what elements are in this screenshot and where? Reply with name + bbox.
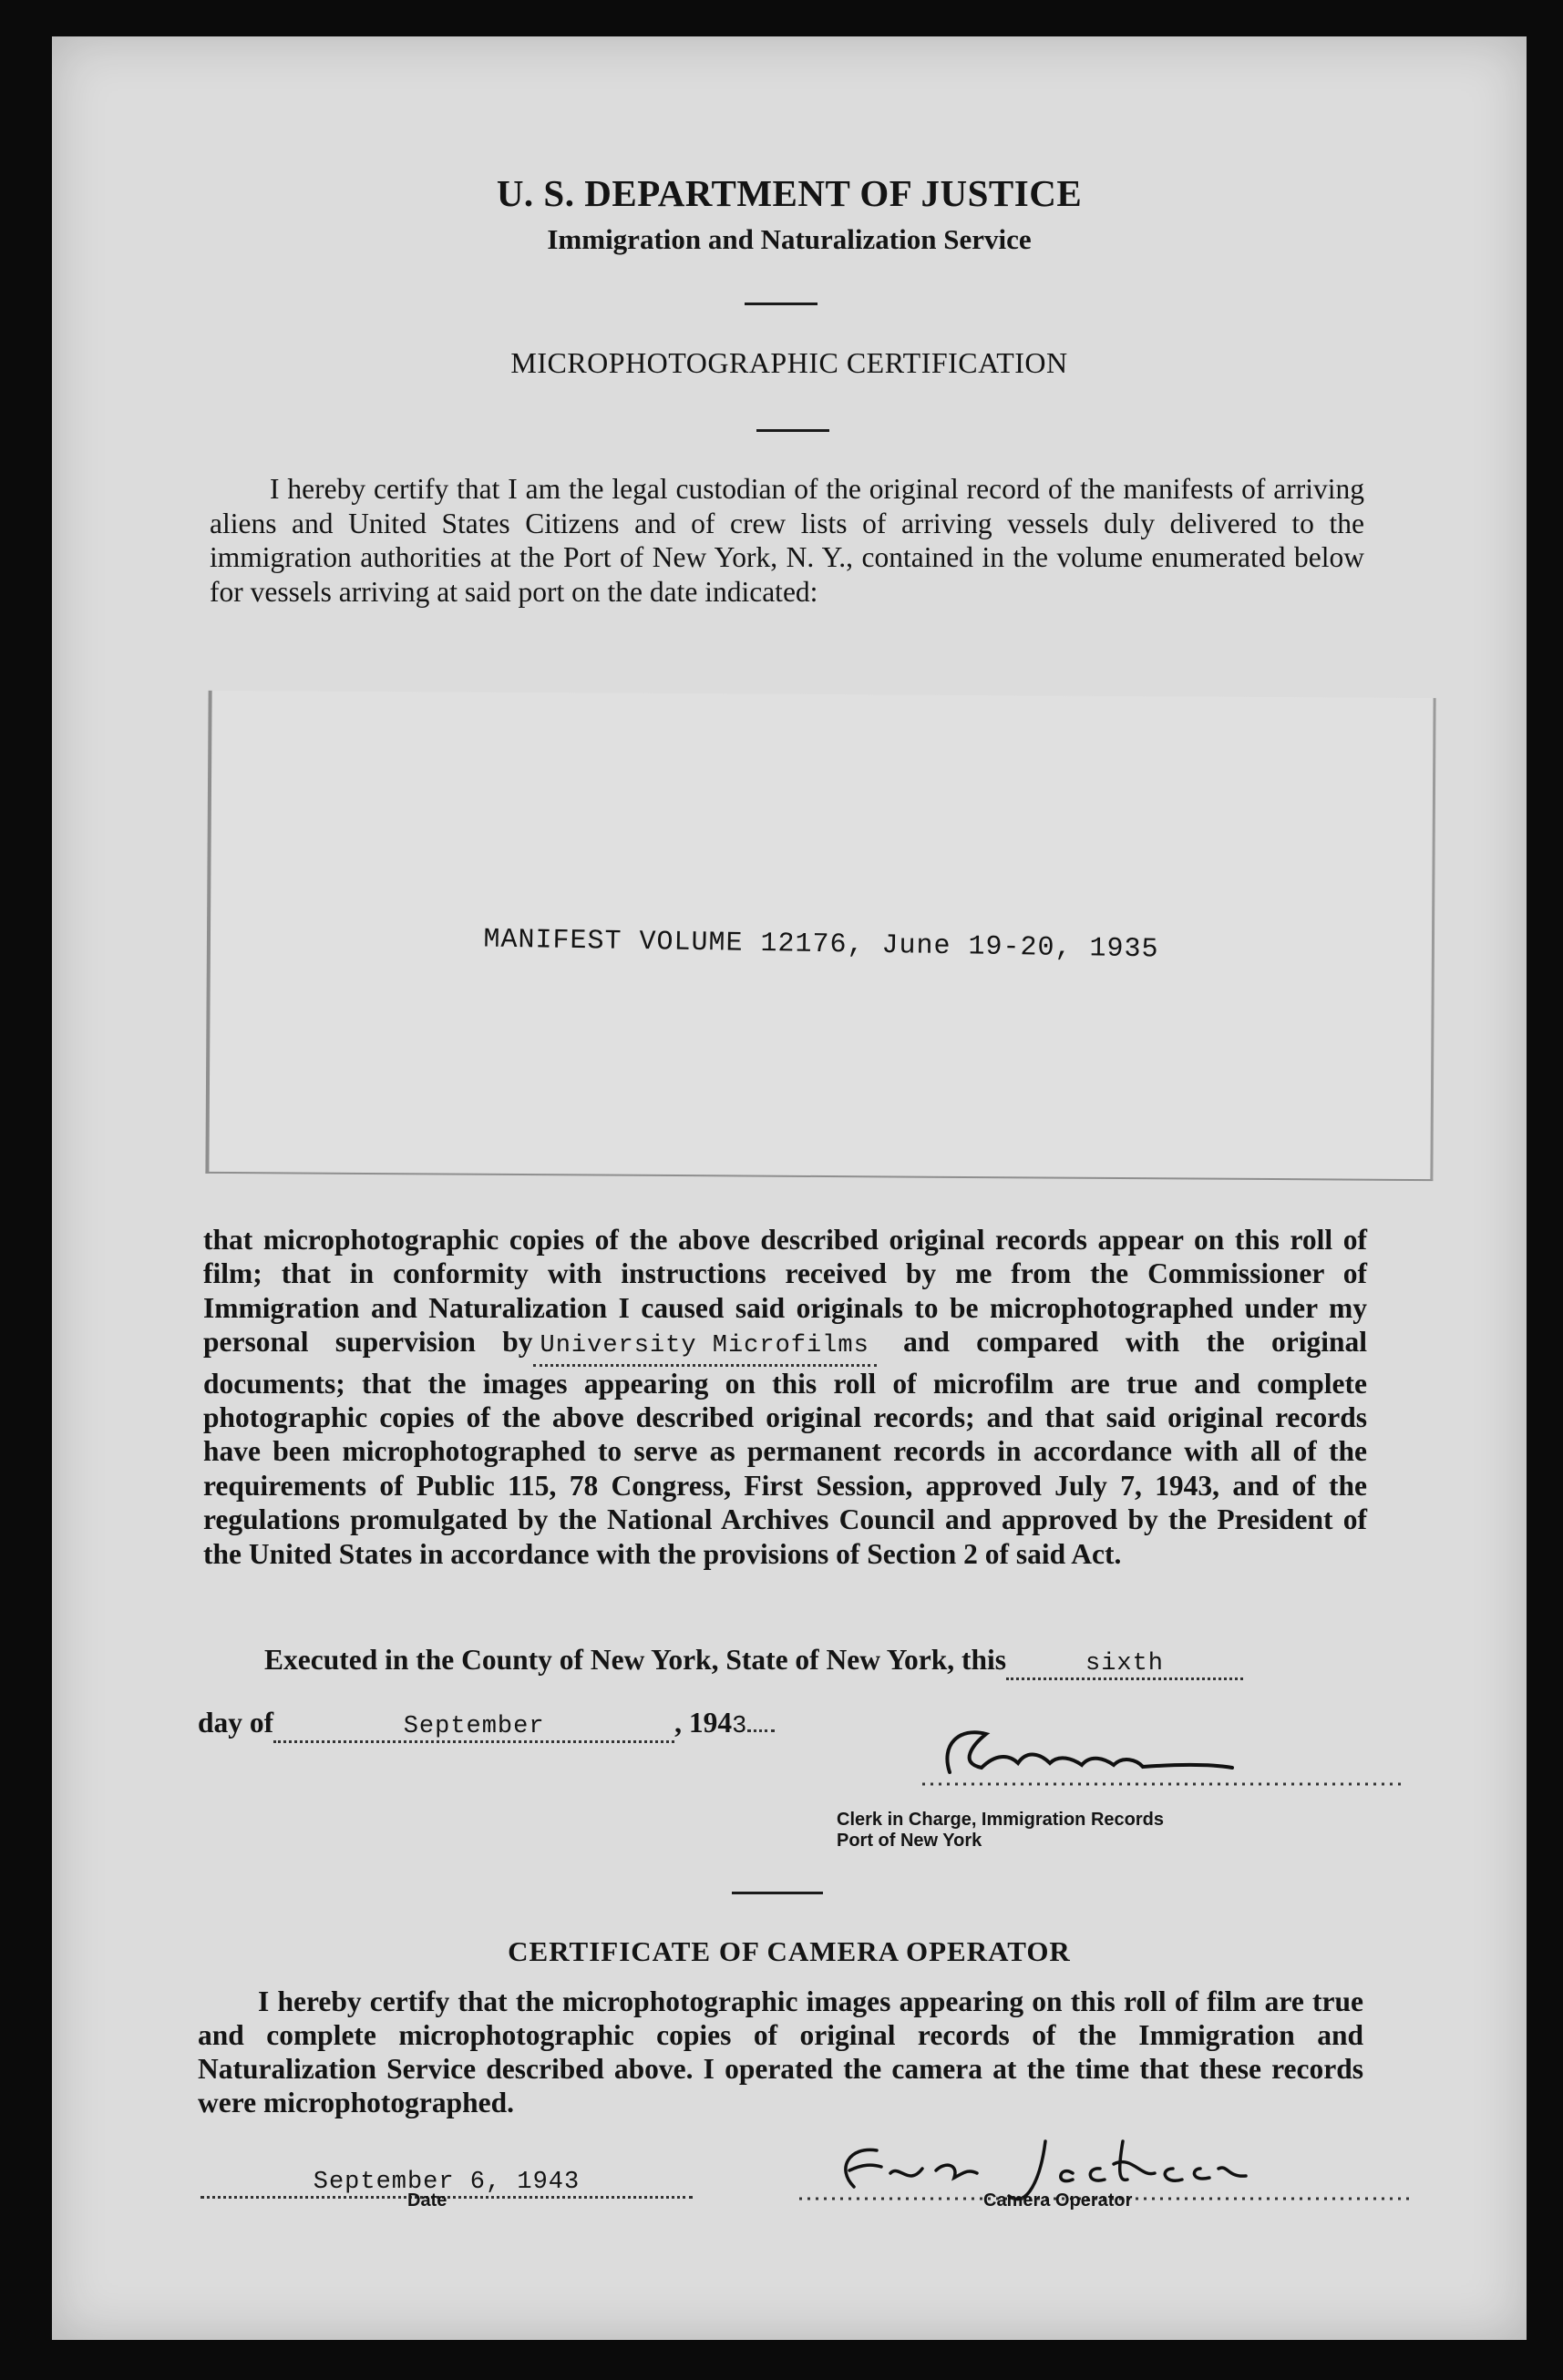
divider-rule <box>756 429 829 432</box>
document-page <box>52 36 1527 2340</box>
year-value: 3 <box>732 1713 748 1740</box>
certification-body-text: that microphotographic copies of the above described original records appear on this roll of film; that in conformity with instructions received by me from the Commissioner of Immigration and Naturalization I caused said originals to be microphotographed under my personal supervision by <box>203 1224 1367 1359</box>
service-subheading: Immigration and Naturalization Service <box>547 223 1032 255</box>
day-value: sixth <box>1085 1650 1165 1677</box>
certification-intro: I hereby certify that I am the legal custodian of the original record of the manifests of arriving aliens and United States Citizens and of crew lists of arriving vessels duly delivered to the immigration authorities at the Port of New York, N. Y., contained in the volume enumerated below for vessels arriving at said port on the date indicated: <box>210 473 1364 608</box>
execution-prefix: Executed in the County of New York, State of New York, this <box>264 1644 1007 1676</box>
month-value: September <box>403 1713 545 1740</box>
camera-operator-text: I hereby certify that the microphotographic images appearing on this roll of film are true and complete microphotographic copies of original records of the Immigration and Naturalization Service described above. I operated the camera at the time that these records were microphotographed. <box>198 1985 1363 2118</box>
clerk-title <box>837 1810 1164 1852</box>
month-line <box>198 1707 775 1743</box>
department-heading: U. S. DEPARTMENT OF JUSTICE <box>496 172 1083 214</box>
certification-body-text: and compared with the original documents; that the images appearing on this roll of microfilm are true and complete photographic copies of the above described original records; and that said original records have been microphotographed to serve as permanent records in accordance with all of the requirements of Public 115, 78 Congress, First Session, approved July 7, 1943, and of the regulations promulgated by the National Archives Council and approved by the President of the United States in accordance with the provisions of Section 2 of said Act. <box>203 1326 1368 1570</box>
operator-date-label: Date <box>407 2190 447 2211</box>
clerk-signature <box>904 1718 1414 1790</box>
day-fill-line <box>1006 1644 1243 1680</box>
operator-date-value: September 6, 1943 <box>313 2169 581 2196</box>
year-prefix: , 194 <box>674 1707 733 1739</box>
manifest-volume-card <box>205 691 1435 1181</box>
day-of-label: day of <box>198 1707 274 1739</box>
certification-body <box>203 1223 1367 1571</box>
supervisor-name: University Microfilms <box>540 1332 869 1360</box>
divider-rule <box>732 1892 823 1894</box>
camera-operator-label: Camera Operator <box>983 2190 1133 2211</box>
month-fill-line <box>273 1707 674 1743</box>
year-dots <box>747 1729 775 1732</box>
camera-operator-title: CERTIFICATE OF CAMERA OPERATOR <box>508 1935 1071 1967</box>
divider-rule <box>745 303 817 305</box>
certification-title: MICROPHOTOGRAPHIC CERTIFICATION <box>510 346 1068 379</box>
clerk-title-line2: Port of New York <box>837 1831 982 1851</box>
manifest-volume-text: MANIFEST VOLUME 12176, June 19-20, 1935 <box>483 924 1159 966</box>
execution-line <box>264 1644 1243 1680</box>
supervisor-fill-line <box>533 1325 877 1366</box>
clerk-title-line1: Clerk in Charge, Immigration Records <box>837 1810 1164 1830</box>
